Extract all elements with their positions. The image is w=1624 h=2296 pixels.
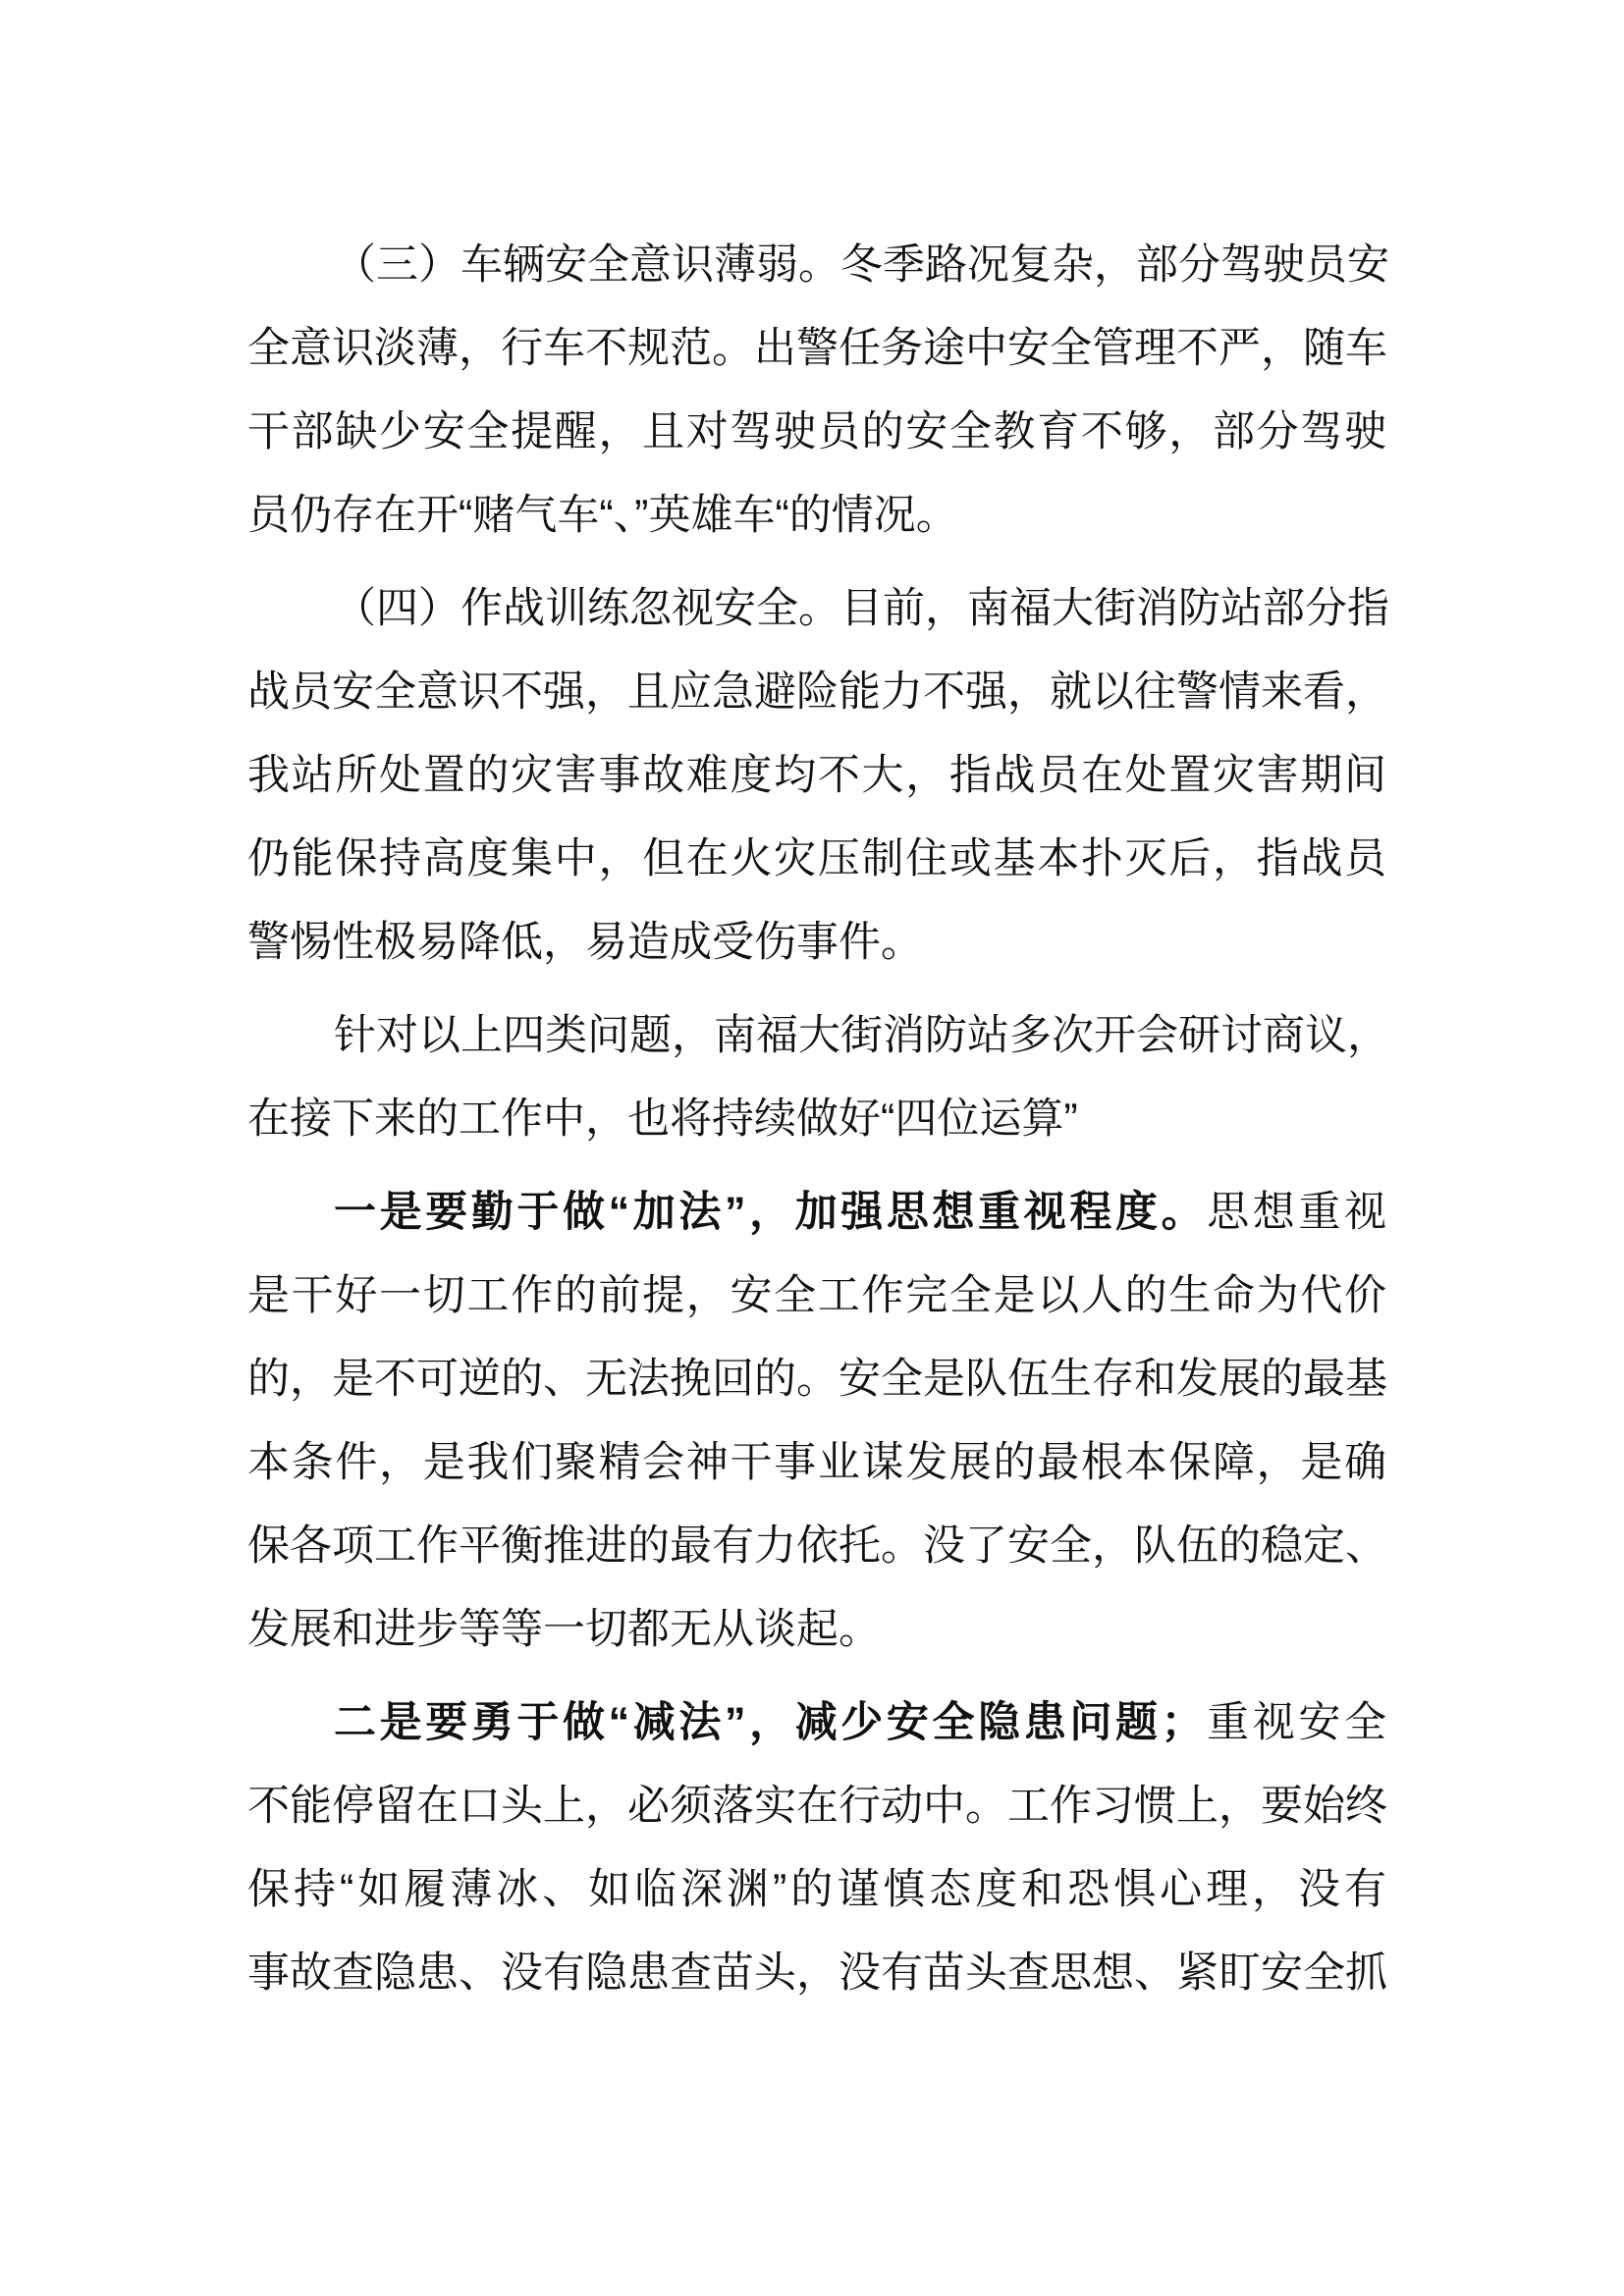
text-line bbox=[247, 1078, 1386, 1161]
text-line bbox=[247, 1255, 1386, 1338]
line-text: （四）作战训练忽视安全。目前，南福大街消防站部分指 bbox=[334, 585, 1389, 632]
text-line bbox=[247, 1171, 1386, 1255]
text-line bbox=[247, 307, 1386, 391]
bold-heading: 一是要勤于做“加法”，加强思想重视程度。 bbox=[334, 1189, 1208, 1236]
text-line bbox=[247, 1848, 1386, 1932]
paragraph bbox=[247, 1682, 1386, 2015]
line-text: 全意识淡薄，行车不规范。出警任务途中安全管理不严，随车 bbox=[247, 325, 1387, 372]
text-line bbox=[247, 901, 1386, 985]
line-text: 是干好一切工作的前提，安全工作完全是以人的生命为代价 bbox=[247, 1272, 1386, 1319]
line-text: 的，是不可逆的、无法挽回的。安全是队伍生存和发展的最基 bbox=[247, 1356, 1387, 1403]
text-line bbox=[247, 651, 1386, 734]
line-text: 仍能保持高度集中，但在火灾压制住或基本扑灭后，指战员 bbox=[247, 835, 1386, 882]
document-body bbox=[247, 224, 1389, 2025]
text-line bbox=[247, 224, 1389, 307]
paragraph bbox=[247, 994, 1389, 1161]
text-line bbox=[247, 818, 1386, 901]
text-line bbox=[247, 1588, 1386, 1672]
text-line bbox=[247, 1765, 1386, 1848]
line-text: 发展和进步等等一切都无从谈起。 bbox=[247, 1606, 881, 1653]
line-text: 战员安全意识不强，且应急避险能力不强，就以往警情来看， bbox=[247, 668, 1387, 716]
line-text: 针对以上四类问题，南福大街消防站多次开会研讨商议， bbox=[334, 1012, 1389, 1059]
paragraph bbox=[247, 1171, 1386, 1672]
text-line bbox=[247, 1338, 1386, 1421]
text-line bbox=[247, 734, 1386, 818]
line-text: 保持“如履薄冰、如临深渊”的谨慎态度和恐惧心理，没有 bbox=[247, 1866, 1386, 1913]
line-text: 事故查隐患、没有隐患查苗头，没有苗头查思想、紧盯安全抓 bbox=[247, 1949, 1387, 1997]
line-text: 保各项工作平衡推进的最有力依托。没了安全，队伍的稳定、 bbox=[247, 1522, 1387, 1570]
line-text: 思想重视 bbox=[1207, 1189, 1387, 1236]
line-text: 我站所处置的灾害事故难度均不大，指战员在处置灾害期间 bbox=[247, 752, 1386, 799]
text-line bbox=[247, 994, 1389, 1078]
text-line bbox=[247, 1932, 1386, 2015]
paragraph bbox=[247, 567, 1389, 985]
line-text: 员仍存在开“赌气车“、”英雄车“的情况。 bbox=[247, 492, 958, 539]
text-line bbox=[247, 474, 1386, 558]
text-line bbox=[247, 1505, 1386, 1588]
paragraph bbox=[247, 224, 1389, 558]
line-text: 在接下来的工作中，也将持续做好“四位运算” bbox=[247, 1095, 1078, 1143]
text-line bbox=[247, 1421, 1386, 1505]
line-text: 本条件，是我们聚精会神干事业谋发展的最根本保障，是确 bbox=[247, 1439, 1386, 1486]
text-line bbox=[247, 1682, 1386, 1765]
line-text: 警惕性极易降低，易造成受伤事件。 bbox=[247, 919, 923, 966]
line-text: 干部缺少安全提醒，且对驾驶员的安全教育不够，部分驾驶 bbox=[247, 408, 1386, 455]
line-text: 重视安全 bbox=[1203, 1699, 1387, 1746]
bold-heading: 二是要勇于做“减法”，减少安全隐患问题； bbox=[334, 1699, 1204, 1746]
text-line bbox=[247, 567, 1389, 651]
text-line bbox=[247, 391, 1386, 474]
line-text: 不能停留在口头上，必须落实在行动中。工作习惯上，要始终 bbox=[247, 1783, 1387, 1830]
line-text: （三）车辆安全意识薄弱。冬季路况复杂，部分驾驶员安 bbox=[334, 241, 1389, 289]
